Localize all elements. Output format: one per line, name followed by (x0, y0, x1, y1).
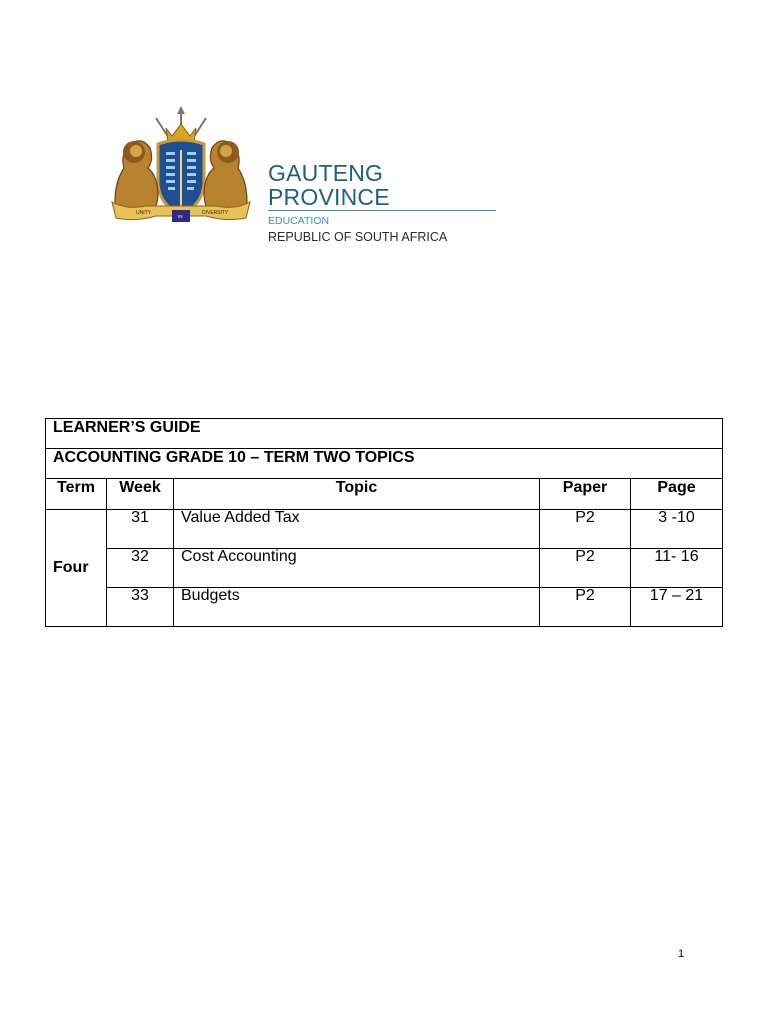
term-cell: Four (46, 510, 107, 627)
week-cell: 33 (107, 588, 174, 627)
paper-cell: P2 (540, 510, 631, 549)
svg-text:DIVERSITY: DIVERSITY (202, 210, 229, 216)
svg-text:UNITY: UNITY (136, 210, 151, 216)
page-number: 1 (678, 948, 685, 960)
page-cell: 3 -10 (631, 510, 723, 549)
table-row (46, 549, 723, 588)
logo-country: REPUBLIC OF SOUTH AFRICA (268, 230, 448, 244)
table-row (46, 510, 723, 549)
topic-cell: Value Added Tax (174, 510, 540, 549)
page-cell: 17 – 21 (631, 588, 723, 627)
column-header-week: Week (107, 479, 174, 510)
week-cell: 32 (107, 549, 174, 588)
table-subtitle: ACCOUNTING GRADE 10 – TERM TWO TOPICS (46, 449, 723, 479)
column-header-paper: Paper (540, 479, 631, 510)
column-header-topic: Topic (174, 479, 540, 510)
column-header-page: Page (631, 479, 723, 510)
column-header-term: Term (46, 479, 107, 510)
logo-subtitle: EDUCATION (268, 215, 330, 227)
table-title: LEARNER’S GUIDE (46, 419, 723, 449)
table-title-row (46, 419, 723, 449)
paper-cell: P2 (540, 549, 631, 588)
topic-cell: Budgets (174, 588, 540, 627)
page-cell: 11- 16 (631, 549, 723, 588)
paper-cell: P2 (540, 588, 631, 627)
svg-text:IN: IN (178, 214, 183, 219)
table-row (46, 588, 723, 627)
learners-guide-table (45, 418, 723, 627)
coat-of-arms-icon (106, 106, 256, 226)
table-subtitle-row (46, 449, 723, 479)
logo-title: GAUTENG PROVINCE (268, 161, 496, 211)
week-cell: 31 (107, 510, 174, 549)
logo-text (268, 161, 496, 244)
topic-cell: Cost Accounting (174, 549, 540, 588)
gauteng-logo (106, 106, 496, 244)
table-header-row (46, 479, 723, 510)
